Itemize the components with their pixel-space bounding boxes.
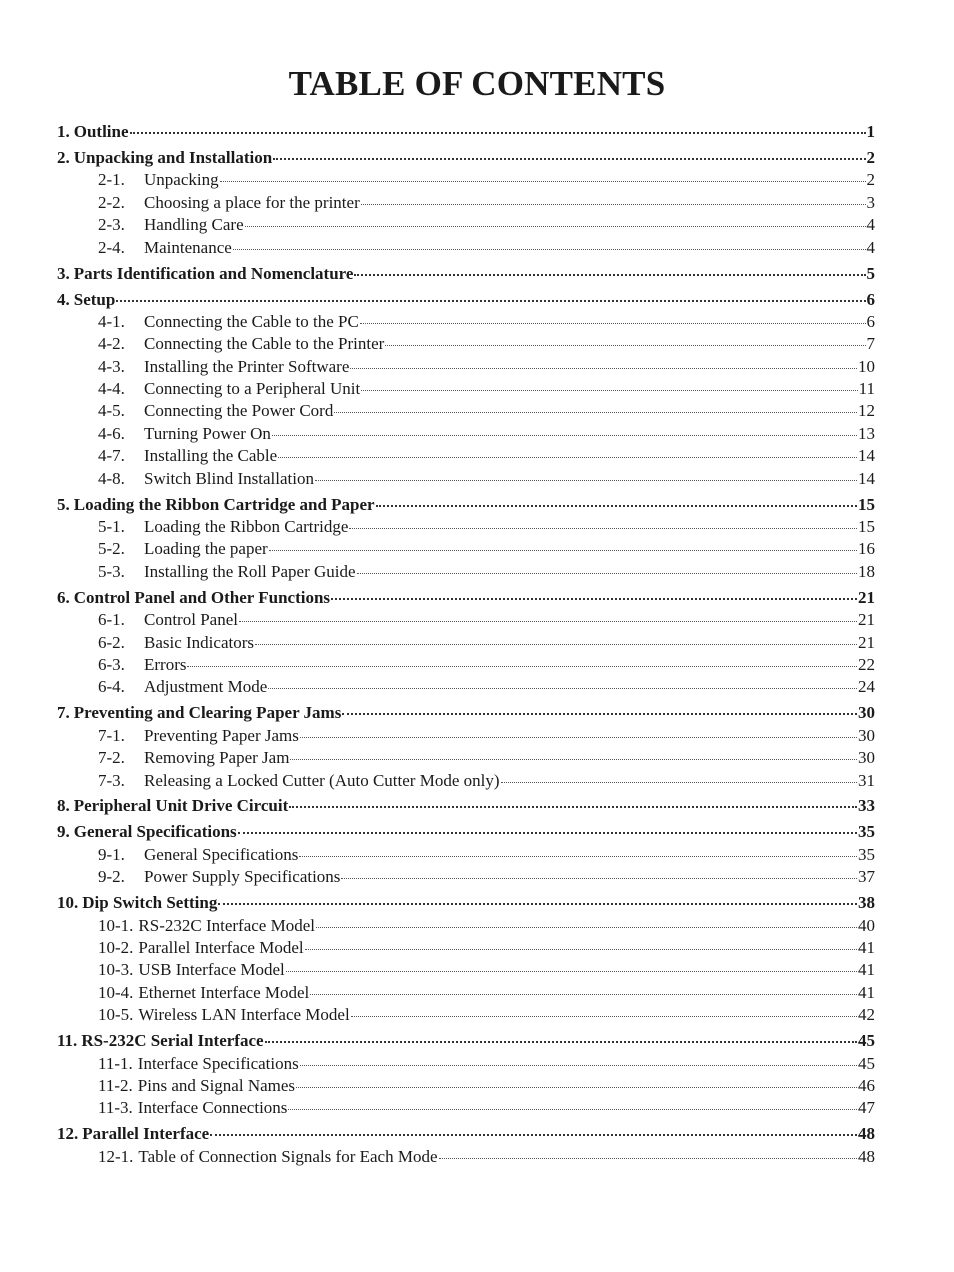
toc-dot-leader <box>255 644 857 645</box>
toc-dot-leader <box>376 505 857 507</box>
toc-dot-leader <box>439 1158 858 1159</box>
toc-subsection-entry <box>57 169 875 191</box>
toc-entry-number: 4-8. <box>98 468 125 488</box>
toc-entry-title: Connecting the Cable to the PC <box>144 311 359 331</box>
toc-dot-leader <box>361 204 866 205</box>
toc-entry-page: 18 <box>858 561 875 581</box>
toc-entry-title: Parallel Interface <box>82 1124 210 1144</box>
toc-entry-number: 2. <box>57 147 70 167</box>
toc-entry-number: 9-1. <box>98 844 125 864</box>
toc-entry-page: 2 <box>866 147 875 167</box>
toc-dot-leader <box>342 713 857 715</box>
toc-dot-leader <box>290 759 857 760</box>
toc-dot-leader <box>296 1087 857 1088</box>
toc-entry-page: 5 <box>866 263 875 283</box>
toc-subsection-entry <box>57 844 875 866</box>
toc-entry-number: 9. <box>57 822 70 842</box>
toc-entry-page: 40 <box>858 915 875 935</box>
toc-subsection-entry <box>57 770 875 792</box>
toc-entry-title: General Specifications <box>73 822 237 842</box>
toc-entry-number: 10-1. <box>98 915 134 935</box>
toc-subsection-entry <box>57 1097 875 1119</box>
toc-entry-number: 2-3. <box>98 215 125 235</box>
toc-subsection-entry <box>57 538 875 560</box>
toc-dot-leader <box>300 737 857 738</box>
toc-entry-number: 11. <box>57 1031 78 1051</box>
toc-subsection-entry <box>57 1004 875 1026</box>
toc-subsection-entry <box>57 937 875 959</box>
toc-entry-page: 41 <box>858 982 875 1002</box>
toc-entry-title: Pins and Signal Names <box>137 1075 296 1095</box>
toc-dot-leader <box>354 274 865 276</box>
toc-entry-title: Interface Connections <box>137 1098 288 1118</box>
toc-entry-number: 11-2. <box>98 1075 133 1095</box>
toc-dot-leader <box>300 1065 857 1066</box>
toc-entry-title: Handling Care <box>144 215 244 235</box>
toc-entry-number: 12-1. <box>98 1146 134 1166</box>
toc-subsection-entry <box>57 356 875 378</box>
toc-dot-leader <box>210 1134 857 1136</box>
toc-dot-leader <box>350 368 857 369</box>
toc-dot-leader <box>315 480 857 481</box>
toc-entry-title: Setup <box>73 289 116 309</box>
toc-entry-page: 15 <box>858 517 875 537</box>
table-of-contents <box>57 121 875 1168</box>
toc-entry-title: Adjustment Mode <box>144 677 268 697</box>
toc-subsection-entry <box>57 915 875 937</box>
toc-dot-leader <box>187 666 857 667</box>
toc-entry-title: Parts Identification and Nomenclature <box>73 263 354 283</box>
toc-entry-page: 24 <box>858 677 875 697</box>
toc-entry-page: 14 <box>858 446 875 466</box>
toc-dot-leader <box>349 528 857 529</box>
toc-section-entry <box>57 147 875 169</box>
toc-dot-leader <box>265 1041 857 1043</box>
toc-subsection-entry <box>57 423 875 445</box>
toc-entry-number: 11-1. <box>98 1053 133 1073</box>
toc-entry-number: 7-1. <box>98 725 125 745</box>
toc-section-entry <box>57 263 875 285</box>
toc-entry-page: 46 <box>858 1075 875 1095</box>
toc-section-entry <box>57 1123 875 1145</box>
toc-entry-title: Peripheral Unit Drive Circuit <box>73 796 289 816</box>
toc-entry-title: Loading the Ribbon Cartridge <box>144 517 349 537</box>
toc-entry-page: 35 <box>858 822 875 842</box>
toc-dot-leader <box>341 878 857 879</box>
toc-entry-number: 10-2. <box>98 938 134 958</box>
toc-dot-leader <box>245 226 866 227</box>
toc-entry-page: 22 <box>858 654 875 674</box>
toc-entry-title: Loading the paper <box>144 539 268 559</box>
toc-subsection-entry <box>57 333 875 355</box>
toc-entry-page: 30 <box>858 703 875 723</box>
toc-entry-number: 10-4. <box>98 982 134 1002</box>
toc-dot-leader <box>351 1016 857 1017</box>
toc-entry-title: Outline <box>73 122 129 141</box>
toc-dot-leader <box>331 598 857 600</box>
toc-entry-page: 16 <box>858 539 875 559</box>
toc-entry-title: Unpacking <box>144 170 219 190</box>
toc-dot-leader <box>116 300 865 302</box>
toc-entry-page: 47 <box>858 1098 875 1118</box>
toc-entry-number: 10-5. <box>98 1005 134 1025</box>
toc-entry-title: Connecting the Cable to the Printer <box>144 334 385 354</box>
toc-entry-page: 14 <box>858 468 875 488</box>
toc-entry-page: 3 <box>866 192 875 212</box>
toc-dot-leader <box>220 181 866 182</box>
toc-entry-page: 4 <box>866 215 875 235</box>
toc-dot-leader <box>239 621 857 622</box>
toc-dot-leader <box>272 435 857 436</box>
toc-entry-number: 7-3. <box>98 770 125 790</box>
toc-entry-number: 6-4. <box>98 677 125 697</box>
toc-entry-title: Interface Specifications <box>137 1053 299 1073</box>
toc-entry-number: 7-2. <box>98 748 125 768</box>
toc-entry-page: 45 <box>858 1031 875 1051</box>
toc-entry-number: 12. <box>57 1124 79 1144</box>
toc-subsection-entry <box>57 311 875 333</box>
toc-entry-page: 30 <box>858 725 875 745</box>
toc-entry-title: Preventing Paper Jams <box>144 725 299 745</box>
toc-dot-leader <box>310 994 857 995</box>
toc-subsection-entry <box>57 609 875 631</box>
toc-subsection-entry <box>57 400 875 422</box>
toc-entry-title: Control Panel and Other Functions <box>73 587 331 607</box>
toc-entry-title: RS-232C Interface Model <box>138 915 315 935</box>
toc-entry-number: 4-4. <box>98 379 125 399</box>
toc-entry-title: Dip Switch Setting <box>82 893 218 913</box>
toc-entry-number: 5-2. <box>98 539 125 559</box>
toc-entry-number: 7. <box>57 703 70 723</box>
toc-section-entry <box>57 121 875 143</box>
toc-dot-leader <box>233 249 866 250</box>
toc-dot-leader <box>269 550 857 551</box>
toc-entry-number: 4-6. <box>98 423 125 443</box>
toc-subsection-entry <box>57 468 875 490</box>
toc-entry-title: Turning Power On <box>144 423 271 443</box>
toc-entry-number: 4-7. <box>98 446 125 466</box>
toc-dot-leader <box>286 971 857 972</box>
toc-entry-number: 5-1. <box>98 517 125 537</box>
toc-subsection-entry <box>57 445 875 467</box>
toc-entry-page: 10 <box>858 356 875 376</box>
toc-entry-title: Connecting the Power Cord <box>144 401 334 421</box>
toc-entry-page: 45 <box>858 1053 875 1073</box>
toc-dot-leader <box>238 832 857 834</box>
toc-entry-title: Parallel Interface Model <box>138 938 304 958</box>
toc-entry-title: Choosing a place for the printer <box>144 192 360 212</box>
toc-dot-leader <box>299 856 857 857</box>
toc-entry-title: Connecting to a Peripheral Unit <box>144 379 361 399</box>
toc-entry-number: 4-5. <box>98 401 125 421</box>
toc-section-entry <box>57 1030 875 1052</box>
toc-entry-title: Wireless LAN Interface Model <box>138 1005 350 1025</box>
toc-section-entry <box>57 795 875 817</box>
toc-entry-page: 12 <box>858 401 875 421</box>
toc-subsection-entry <box>57 676 875 698</box>
toc-subsection-entry <box>57 237 875 259</box>
toc-section-entry <box>57 494 875 516</box>
toc-entry-page: 15 <box>858 494 875 514</box>
toc-entry-title: Table of Connection Signals for Each Mode <box>138 1146 438 1166</box>
toc-entry-page: 42 <box>858 1005 875 1025</box>
toc-dot-leader <box>273 158 865 160</box>
toc-entry-number: 6-1. <box>98 610 125 630</box>
toc-dot-leader <box>278 457 857 458</box>
toc-entry-page: 38 <box>858 893 875 913</box>
toc-entry-page: 2 <box>866 170 875 190</box>
toc-entry-number: 2-4. <box>98 237 125 257</box>
toc-entry-title: Preventing and Clearing Paper Jams <box>73 703 342 723</box>
toc-entry-title: Installing the Cable <box>144 446 278 466</box>
toc-entry-page: 48 <box>858 1124 875 1144</box>
toc-subsection-entry <box>57 1053 875 1075</box>
toc-entry-number: 10. <box>57 893 79 913</box>
toc-entry-title: USB Interface Model <box>138 960 285 980</box>
toc-subsection-entry <box>57 725 875 747</box>
toc-section-entry <box>57 587 875 609</box>
toc-entry-page: 1 <box>866 122 875 141</box>
toc-dot-leader <box>288 1109 857 1110</box>
toc-dot-leader <box>268 688 857 689</box>
toc-entry-number: 4-2. <box>98 334 125 354</box>
toc-entry-page: 6 <box>866 289 875 309</box>
toc-section-entry <box>57 821 875 843</box>
toc-entry-number: 2-1. <box>98 170 125 190</box>
toc-entry-number: 4-3. <box>98 356 125 376</box>
toc-subsection-entry <box>57 747 875 769</box>
toc-dot-leader <box>501 782 858 783</box>
toc-entry-title: Errors <box>144 654 187 674</box>
toc-entry-page: 21 <box>858 610 875 630</box>
toc-entry-number: 9-2. <box>98 867 125 887</box>
toc-dot-leader <box>361 390 857 391</box>
toc-subsection-entry <box>57 654 875 676</box>
toc-entry-title: Control Panel <box>144 610 238 630</box>
toc-entry-number: 5-3. <box>98 561 125 581</box>
toc-entry-title: Loading the Ribbon Cartridge and Paper <box>73 494 375 514</box>
toc-subsection-entry <box>57 1146 875 1168</box>
toc-entry-title: Basic Indicators <box>144 632 254 652</box>
toc-entry-number: 6. <box>57 587 70 607</box>
toc-dot-leader <box>357 573 857 574</box>
toc-entry-number: 6-3. <box>98 654 125 674</box>
toc-entry-page: 7 <box>866 334 875 354</box>
toc-dot-leader <box>360 323 866 324</box>
toc-entry-title: Switch Blind Installation <box>144 468 314 488</box>
toc-entry-page: 21 <box>858 587 875 607</box>
toc-entry-number: 3. <box>57 263 70 283</box>
toc-subsection-entry <box>57 516 875 538</box>
toc-entry-title: Installing the Roll Paper Guide <box>144 561 356 581</box>
toc-entry-number: 11-3. <box>98 1098 133 1118</box>
toc-entry-page: 41 <box>858 960 875 980</box>
toc-entry-page: 35 <box>858 844 875 864</box>
toc-subsection-entry <box>57 982 875 1004</box>
toc-entry-page: 13 <box>858 423 875 443</box>
toc-entry-title: Power Supply Specifications <box>144 867 341 887</box>
toc-entry-number: 1. <box>57 122 70 141</box>
toc-dot-leader <box>218 903 857 905</box>
toc-entry-page: 33 <box>858 796 875 816</box>
toc-entry-title: Ethernet Interface Model <box>138 982 310 1002</box>
toc-entry-page: 48 <box>858 1146 875 1166</box>
toc-entry-title: General Specifications <box>144 844 299 864</box>
toc-entry-title: Removing Paper Jam <box>144 748 290 768</box>
toc-entry-number: 5. <box>57 494 70 514</box>
toc-subsection-entry <box>57 866 875 888</box>
toc-section-entry <box>57 892 875 914</box>
toc-dot-leader <box>385 345 865 346</box>
toc-entry-title: Releasing a Locked Cutter (Auto Cutter Mode only) <box>144 770 500 790</box>
toc-entry-title: Unpacking and Installation <box>73 147 273 167</box>
toc-section-entry <box>57 702 875 724</box>
toc-entry-number: 8. <box>57 796 70 816</box>
toc-entry-page: 6 <box>866 311 875 331</box>
toc-dot-leader <box>316 927 857 928</box>
toc-entry-page: 41 <box>858 938 875 958</box>
toc-entry-page: 4 <box>866 237 875 257</box>
toc-entry-page: 11 <box>858 379 875 399</box>
toc-entry-page: 30 <box>858 748 875 768</box>
toc-dot-leader <box>305 949 857 950</box>
toc-dot-leader <box>334 412 857 413</box>
toc-subsection-entry <box>57 378 875 400</box>
toc-entry-number: 4. <box>57 289 70 309</box>
toc-entry-title: Installing the Printer Software <box>144 356 350 376</box>
toc-entry-number: 6-2. <box>98 632 125 652</box>
toc-subsection-entry <box>57 214 875 236</box>
toc-entry-page: 37 <box>858 867 875 887</box>
toc-subsection-entry <box>57 561 875 583</box>
toc-section-entry <box>57 289 875 311</box>
toc-subsection-entry <box>57 959 875 981</box>
toc-subsection-entry <box>57 192 875 214</box>
page-title: TABLE OF CONTENTS <box>288 64 666 103</box>
toc-dot-leader <box>289 806 857 808</box>
toc-subsection-entry <box>57 632 875 654</box>
toc-entry-number: 10-3. <box>98 960 134 980</box>
toc-dot-leader <box>130 132 866 134</box>
toc-entry-title: Maintenance <box>144 237 232 257</box>
toc-entry-number: 2-2. <box>98 192 125 212</box>
toc-subsection-entry <box>57 1075 875 1097</box>
toc-entry-page: 21 <box>858 632 875 652</box>
toc-entry-page: 31 <box>858 770 875 790</box>
toc-entry-number: 4-1. <box>98 311 125 331</box>
toc-entry-title: RS-232C Serial Interface <box>81 1031 264 1051</box>
